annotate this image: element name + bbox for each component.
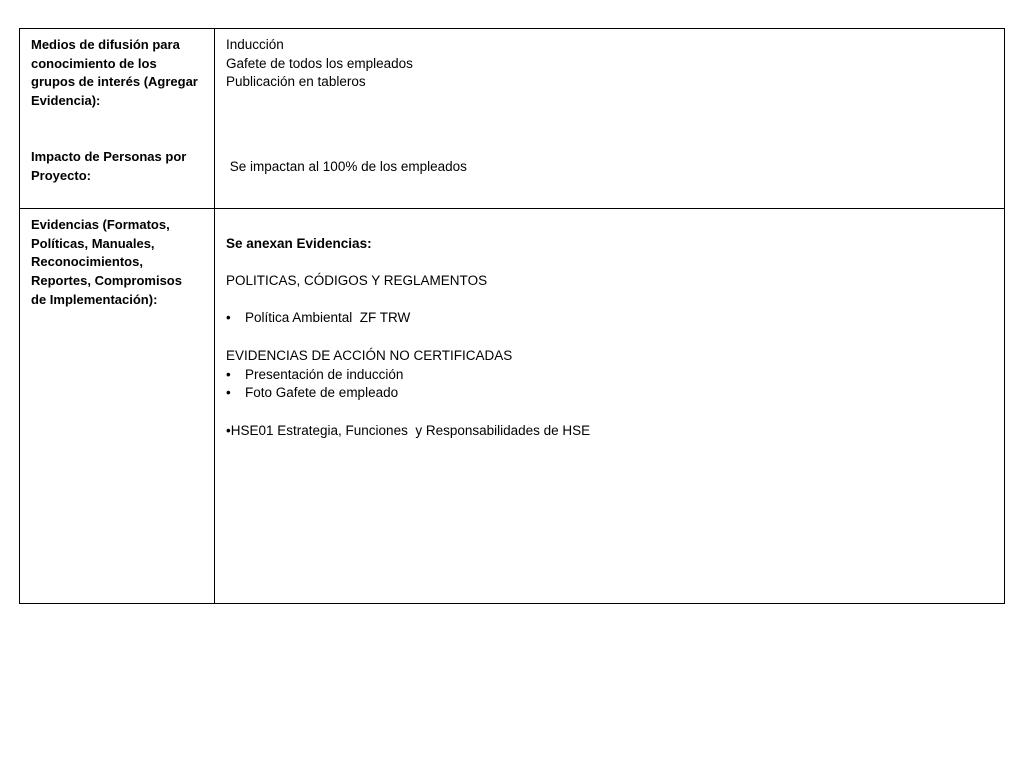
- value-cell-evidencias: [216, 209, 1004, 603]
- impacto-value: Se impactan al 100% de los empleados: [226, 159, 467, 175]
- table-row-evidencias: [20, 209, 1004, 603]
- list-item: [226, 309, 996, 328]
- evidencias-heading: Se anexan Evidencias:: [226, 235, 372, 251]
- medios-item: Inducción: [226, 37, 284, 52]
- list-item-text: Foto Gafete de empleado: [245, 385, 399, 401]
- bullet-icon: •: [226, 385, 231, 401]
- label-medios-difusion: Medios de difusión para conocimiento de los grupos de interés (Agregar Evidencia):: [31, 37, 198, 109]
- list-item: [226, 384, 996, 403]
- hse-strategy-line: •HSE01 Estrategia, Funciones y Responsabilidades de HSE: [226, 422, 591, 438]
- label-impacto-personas: Impacto de Personas por Proyecto:: [31, 148, 187, 183]
- list-item-text: Presentación de inducción: [245, 366, 404, 382]
- label-cell-evidencias: [20, 209, 215, 603]
- medios-item: Publicación en tableros: [226, 74, 366, 90]
- list-item: [226, 366, 996, 385]
- table-row-difusion: [20, 29, 1004, 209]
- evidence-table: [19, 28, 1005, 604]
- value-cell-difusion: [216, 29, 1004, 208]
- label-evidencias: Evidencias (Formatos, Políticas, Manuales, Reconocimientos, Reportes, Compromisos de Implementación):: [31, 217, 182, 307]
- bullet-icon: •: [226, 366, 231, 382]
- section-title-politicas: POLITICAS, CÓDIGOS Y REGLAMENTOS: [226, 273, 488, 289]
- label-cell-difusion: [20, 29, 215, 208]
- medios-item: Gafete de todos los empleados: [226, 55, 413, 71]
- list-item-text: Política Ambiental ZF TRW: [245, 310, 411, 326]
- section-title-evidencias-accion: EVIDENCIAS DE ACCIÓN NO CERTIFICADAS: [226, 347, 513, 363]
- bullet-icon: •: [226, 310, 231, 326]
